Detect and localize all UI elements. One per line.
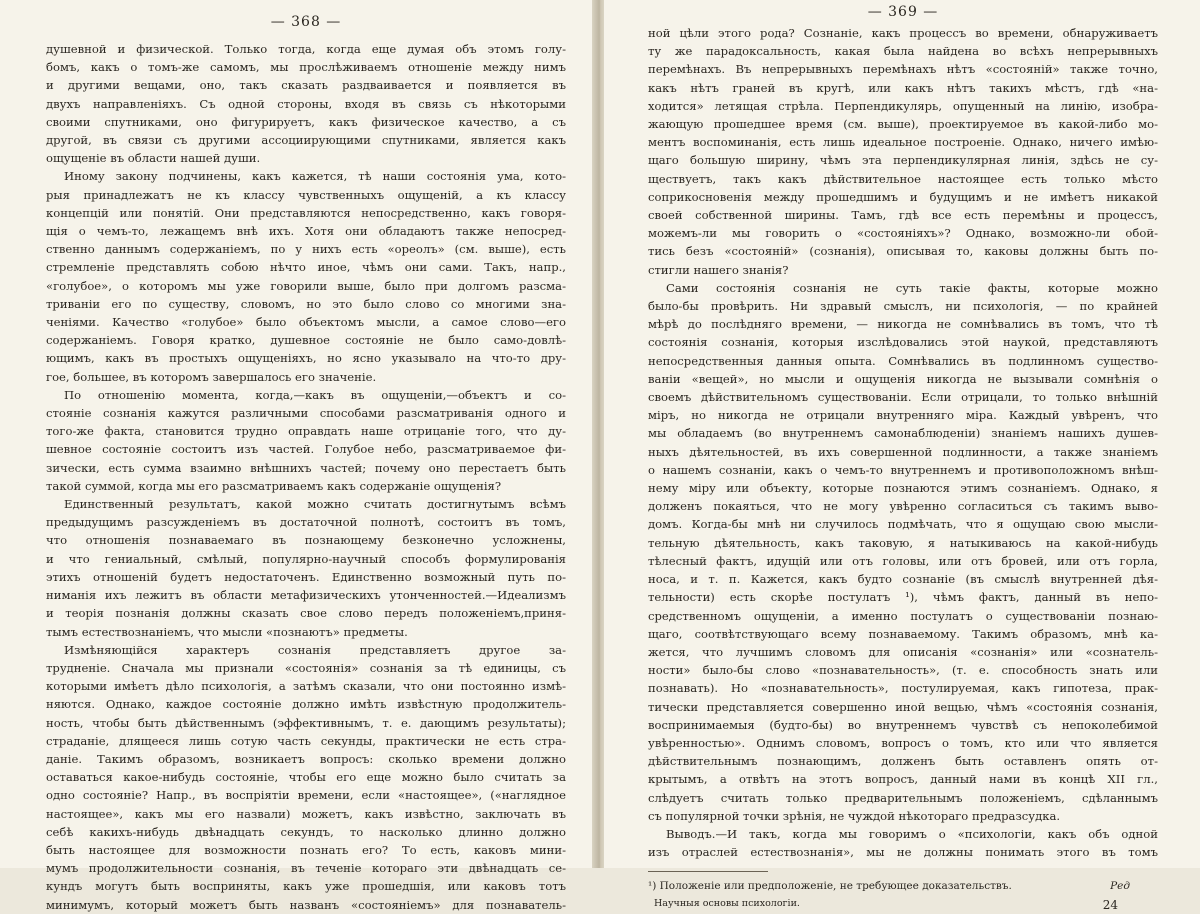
text-line: ной цѣли этого рода? Сознанiе, какъ процессъ во времени, обнаруживаетъ bbox=[648, 26, 1158, 40]
text-line: мумъ продолжительности сознанiя, въ теченiе котораго эти двѣнадцать се- bbox=[46, 861, 566, 876]
text-line: ственно даннымъ содержанiемъ, по у нихъ есть «ореолъ» (см. выше), есть bbox=[46, 242, 566, 257]
text-line: мiръ, но никогда не отрицали внутренняго мiра. Каждый увѣренъ, что bbox=[648, 408, 1158, 423]
text-line: Единственный результатъ, какой можно считать достигнутымъ всѣмъ bbox=[64, 497, 566, 512]
text-line: бомъ, какъ о томъ-же самомъ, мы прослѣживаемъ отношенiе между нимъ bbox=[46, 60, 566, 75]
text-line: своей собственной ширины. Тамъ, гдѣ все есть перемѣны и процессъ, bbox=[648, 208, 1158, 223]
text-line: какъ нѣтъ граней въ кругѣ, или какъ нѣтъ такихъ мѣстъ, гдѣ «на- bbox=[648, 80, 1158, 95]
text-line: тѣлесный фактъ, идущiй или отъ головы, или отъ бровей, или отъ горла, bbox=[648, 553, 1158, 568]
text-line: шевное состоянiе состоитъ изъ частей. Голубое небо, разсматриваемое фи- bbox=[46, 442, 566, 457]
left-page-text bbox=[46, 40, 566, 914]
text-line: содержанiемъ. Говоря кратко, душевное состоянiе не было само-довлѣ- bbox=[46, 333, 566, 348]
right-page bbox=[604, 0, 1200, 913]
footnote bbox=[648, 878, 1158, 894]
text-line: долженъ покаяться, что не могу увѣренно согласиться съ такимъ выво- bbox=[648, 499, 1158, 514]
text-line: непосредственныя данныя опыта. Сомнѣвались въ подлинномъ существо- bbox=[648, 353, 1158, 368]
text-line: триванiи его по существу, словомъ, но это было слово со многими зна- bbox=[46, 296, 566, 311]
text-line: Иному закону подчинены, какъ кажется, тѣ наши состоянiя ума, кото- bbox=[64, 169, 566, 184]
text-line: ность, чтобы быть дѣйственнымъ (эффективнымъ, т. е. дающимъ результаты); bbox=[46, 715, 566, 730]
text-line: своемъ дѣйствительномъ существованiи. Если отрицали, то только внѣшнiй bbox=[648, 390, 1158, 405]
text-line: стоянiе сознанiя кажутся различными способами разсматриванiя одного и bbox=[46, 406, 566, 421]
text-line: мы обладаемъ (во внутреннемъ самонаблюденiи) знанiемъ нашихъ душев- bbox=[648, 426, 1158, 441]
text-line: По отношенiю момента, когда,—какъ въ ощущенiи,—объектъ и со- bbox=[64, 387, 566, 402]
text-line: ванiи «вещей», но мысли и ощущенiя никогда не вызывали сомнѣнiя о bbox=[648, 371, 1158, 386]
text-line: страданiе, длящееся лишь сотую часть секунды, практически не есть стра- bbox=[46, 733, 566, 748]
right-page-text bbox=[648, 24, 1158, 861]
text-line: оставаться какое-нибудь состоянiе, чтобы его еще можно было считать за bbox=[46, 770, 566, 785]
text-line: щаго большую ширину, чѣмъ эта перпендикулярная линiя, здѣсь не су- bbox=[648, 153, 1158, 168]
text-line: щiя о чемъ-то, лежащемъ внѣ ихъ. Хотя они обладаютъ также непосред- bbox=[46, 224, 566, 239]
text-line: стигли нашего знанiя? bbox=[648, 262, 789, 277]
text-line: рыя принадлежатъ не къ классу чувственныхъ ощущенiй, а къ классу bbox=[46, 187, 566, 202]
text-line: состоянiя сознанiя, которыя изслѣдовались этой наукой, представляютъ bbox=[648, 335, 1158, 350]
text-line: кундъ могутъ быть восприняты, какъ уже прошедшiя, или каковъ тотъ bbox=[46, 879, 566, 894]
text-line: тись безъ «состоянiй» (сознанiя), описывая то, каковы должны быть по- bbox=[648, 244, 1158, 259]
text-line: этихъ отношенiй будетъ недостаточенъ. Единственно возможный путь по- bbox=[46, 569, 566, 584]
text-line: другой, въ связи съ другими ассоциирующими спутниками, является какъ bbox=[46, 133, 566, 148]
left-page bbox=[0, 0, 596, 912]
text-line: гое, большее, въ которомъ завершалось его значенiе. bbox=[46, 369, 377, 384]
text-line: было-бы провѣрить. Ни здравый смыслъ, ни психологiя, — по крайней bbox=[648, 299, 1158, 314]
text-line: ту же парадоксальность, какая была найдена во всѣхъ непрерывныхъ bbox=[648, 44, 1158, 59]
text-line: минимумъ, который можетъ быть названъ «состоянiемъ» для познаватель- bbox=[46, 897, 566, 912]
text-line: съ популярной точки зрѣнiя, не чуждой нѣкотораго предразсудка. bbox=[648, 808, 1061, 823]
text-line: такой суммой, когда мы его разсматриваемъ какъ содержанiе ощущенiя? bbox=[46, 478, 502, 493]
text-line: себѣ какихъ-нибудь двѣнадцать секундъ, то насколько длинно должно bbox=[46, 824, 566, 839]
text-line: жется, что лучшимъ словомъ для описанiя «сознанiя» или «сознатель- bbox=[648, 644, 1158, 659]
text-line: данiе. Такимъ образомъ, возникаетъ вопросъ: сколько времени должно bbox=[46, 751, 566, 766]
footnote-text: ¹) Положенiе или предположенiе, не требующее доказательствъ. bbox=[648, 880, 1012, 893]
text-line: ощущенiе въ области нашей души. bbox=[46, 151, 261, 166]
text-line: перемѣнахъ. Въ непрерывныхъ перемѣнахъ нѣтъ «состоянiй» также точно, bbox=[648, 62, 1158, 77]
text-line: Измѣняющiйся характеръ сознанiя представляетъ другое за- bbox=[64, 642, 566, 657]
page-number-right: — 369 — bbox=[867, 4, 939, 20]
text-line: тымъ естествознанiемъ, что мысли «познаютъ» предметы. bbox=[46, 624, 408, 639]
text-line: которыми имѣетъ дѣло психологiя, а затѣмъ сказали, что они постоянно измѣ- bbox=[46, 679, 566, 694]
footnote-editor-mark: Ред bbox=[1110, 880, 1130, 893]
text-line: двухъ направленiяхъ. Съ одной стороны, входя въ связь съ нѣкоторыми bbox=[46, 96, 566, 111]
text-line: слѣдуетъ считать только предварительнымъ положенiемъ, сдѣланнымъ bbox=[648, 790, 1158, 805]
text-line: быть настоящее для возможности познать его? То есть, каковъ мини- bbox=[46, 842, 566, 857]
text-line: зически, есть сумма взаимно внѣшнихъ частей; почему оно перестаетъ быть bbox=[46, 460, 566, 475]
text-line: жающую прошедшее время (см. выше), проектируемое въ какой-либо мо- bbox=[648, 117, 1158, 132]
text-line: познавать). Но «познавательность», постулируемая, какъ гипотеза, прак- bbox=[648, 681, 1158, 696]
text-line: душевной и физической. Только тогда, когда еще думая объ этомъ голу- bbox=[46, 42, 566, 56]
text-line: тельности) есть скорѣе постулатъ ¹), чѣмъ фактъ, данный въ непо- bbox=[648, 590, 1158, 605]
text-line: крытымъ, а отвѣтъ на этотъ вопросъ, данный нами въ концѣ XII гл., bbox=[648, 772, 1158, 787]
text-line: предыдущимъ разсужденiемъ въ достаточной полнотѣ, состоитъ въ томъ, bbox=[46, 515, 566, 530]
text-line: тельную дѣятельность, какъ таковую, я натыкиваюсь на какой-нибудь bbox=[648, 535, 1158, 550]
text-line: воспринимаемыя (будто-бы) во внутреннемъ чувствѣ съ непоколебимой bbox=[648, 717, 1158, 732]
text-line: настоящее», какъ мы его назвали) можетъ, какъ извѣстно, заключать въ bbox=[46, 806, 566, 821]
text-line: средственномъ ощущенiи, а именно постулатъ о существованiи познаю- bbox=[648, 608, 1158, 623]
page-footer bbox=[648, 898, 1158, 912]
footer-signature: Научныя основы психологiи. bbox=[654, 898, 800, 910]
text-line: ментъ воспоминанiя, есть лишь идеальное построенiе. Однако, ничего имѣю- bbox=[648, 135, 1158, 150]
text-line: трудненiе. Сначала мы признали «состоянiя» сознанiя за тѣ единицы, съ bbox=[46, 660, 566, 675]
text-line: домъ. Когда-бы мнѣ ни случилось подмѣчать, что я ощущаю свою мысли- bbox=[648, 517, 1158, 532]
text-line: ющимъ, какъ въ простыхъ ощущенiяхъ, но ясно указывало на что-то дру- bbox=[46, 351, 566, 366]
text-line: «голубое», о которомъ мы уже говорили выше, было при долгомъ разсма- bbox=[46, 278, 566, 293]
text-line: носа, и т. п. Кажется, какъ будто сознанiе (въ смыслѣ внутренней дѣя- bbox=[648, 572, 1158, 587]
text-line: щаго, соотвѣтствующаго всему познаваемому. Такимъ образомъ, мнѣ ка- bbox=[648, 626, 1158, 641]
text-line: о нашемъ сознанiи, какъ о чемъ-то внутреннемъ и противоположномъ внѣш- bbox=[648, 462, 1158, 477]
text-line: своими спутниками, оно фигурируетъ, какъ физическое качество, а съ bbox=[46, 114, 566, 129]
text-line: стремленiе представлять собою нѣчто иное, чѣмъ они сами. Такъ, напр., bbox=[46, 260, 566, 275]
text-line: тически представляется совершенно иной вещью, чѣмъ «состоянiя сознанiя, bbox=[648, 699, 1158, 714]
text-line: соприкосновенiя между прошедшимъ и будущимъ и не имѣетъ никакой bbox=[648, 189, 1158, 204]
text-line: и что гениальный, смѣлый, популярно-научный способъ формулированiя bbox=[46, 551, 566, 566]
text-line: Сами состоянiя сознанiя не суть такiе факты, которые можно bbox=[666, 280, 1158, 295]
text-line: ниманiя ихъ лежитъ въ области метафизическихъ утонченностей.—Идеализмъ bbox=[46, 588, 566, 603]
footer-sheet-number: 24 bbox=[1102, 898, 1118, 913]
text-line: ности» было-бы слово «познавательность», (т. е. способность знать или bbox=[648, 663, 1158, 678]
text-line: ходится» летящая стрѣла. Перпендикулярь, опущенный на линiю, изобра- bbox=[648, 98, 1158, 113]
text-line: и теорiя познанiя должны сказать свое слово передъ положенiемъ,приня- bbox=[46, 606, 566, 621]
footnote-divider bbox=[648, 871, 768, 872]
text-line: того-же факта, становится трудно оправдать наше отрицанiе того, что ду- bbox=[46, 424, 566, 439]
text-line: концепцiй или понятiй. Они представляются непосредственно, какъ говоря- bbox=[46, 205, 566, 220]
text-line: ществуетъ, такъ какъ дѣйствительное настоящее есть только мѣсто bbox=[648, 171, 1158, 186]
text-line: увѣренностью». Однимъ словомъ, вопросъ о томъ, кто или что является bbox=[648, 735, 1158, 750]
text-line: одно состоянiе? Напр., въ воспрiятiи времени, если «настоящее», («наглядное bbox=[46, 788, 566, 803]
text-line: можемъ-ли мы говорить о «состоянiяхъ»? Однако, возможно-ли обой- bbox=[648, 226, 1158, 241]
text-line: ныхъ дѣятельностей, въ ихъ совершенной подлинности, а также знанiемъ bbox=[648, 444, 1158, 459]
text-line: ченiями. Качество «голубое» было объектомъ мысли, а самое слово—его bbox=[46, 315, 566, 330]
page-number-left: — 368 — bbox=[270, 14, 342, 30]
text-line: Выводъ.—И такъ, когда мы говоримъ о «психологiи, какъ объ одной bbox=[666, 826, 1158, 841]
text-line: мѣрѣ до послѣдняго времени, — никогда не сомнѣвались въ томъ, что тѣ bbox=[648, 317, 1158, 332]
text-line: дѣйствительнымъ познающимъ, долженъ быть оставленъ опять от- bbox=[648, 754, 1158, 769]
text-line: нему мiру или объекту, которые познаются этимъ сознанiемъ. Однако, я bbox=[648, 481, 1158, 496]
text-line: и другими вещами, оно, такъ сказать раздваивается и появляется въ bbox=[46, 78, 566, 93]
text-line: изъ отраслей естествознанiя», мы не должны понимать этого въ томъ bbox=[648, 845, 1158, 860]
text-line: няются. Однако, каждое состоянiе должно имѣть извѣстную продолжитель- bbox=[46, 697, 566, 712]
text-line: что отношенiя познаваемаго въ познающему безконечно усложнены, bbox=[46, 533, 566, 548]
